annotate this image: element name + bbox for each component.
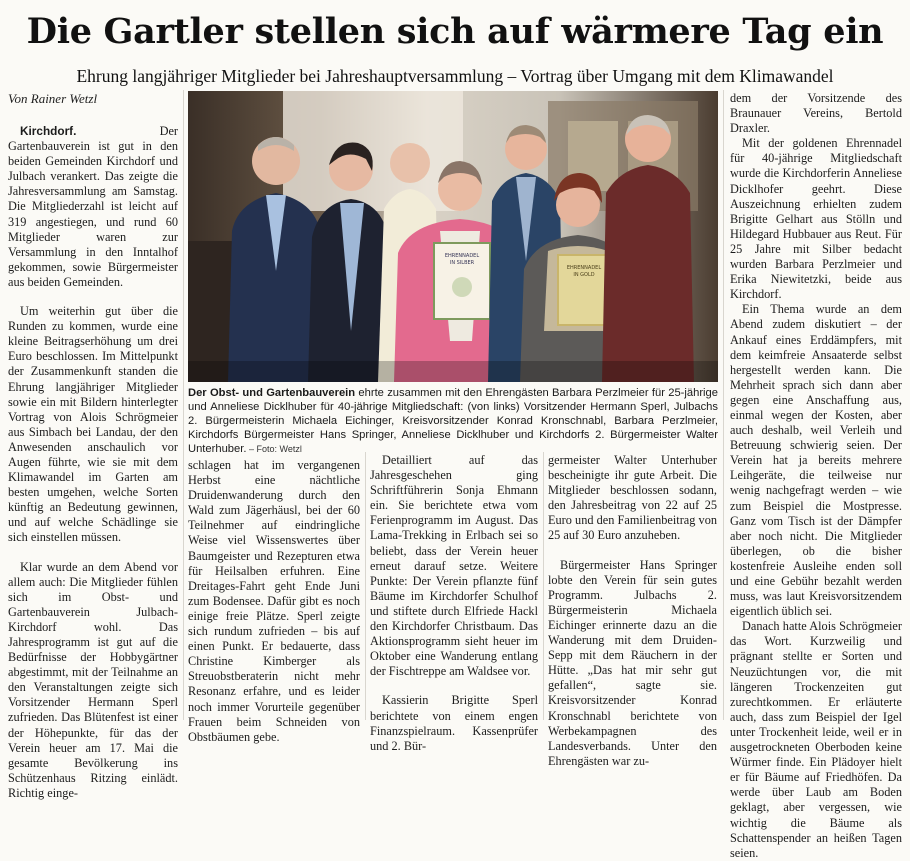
caption-lead: Der Obst- und Gartenbauverein <box>188 387 356 399</box>
paragraph: dem der Vorsitzende des Braunauer Vereins, Bertold Draxler. <box>730 91 902 136</box>
paragraph: germeister Walter Unterhuber bescheinigte ihr gute Arbeit. Die Mitglieder beschlossen sodann, den Jahresbeitrag von 22 auf 25 Euro und den Familienbeitrag von 25 auf 30 Euro anzuheben. <box>548 453 717 543</box>
article-column-4 <box>548 453 717 768</box>
article-column-2 <box>188 458 360 744</box>
byline: Von Rainer Wetzl <box>8 91 98 106</box>
caption-text: ehrte zusammen mit den Ehrengästen Barbara Perzlmeier für 25-jährige und Anneliese Dicklhuber für 40-jährige Mitgliedschaft: (von links) Vorsitzender Hermann Sperl, Julbachs 2. Bürgermeisterin Michaela Eichinger, Kreisvorsitzender Konrad Kronschnabl, Barbara Perzlmeier, Kirchdorfs Bürgermeister Hans Springer, Anneliese Dicklhuber und Kirchdorfs 2. Bürgermeister Walter Unterhuber. <box>188 387 718 455</box>
svg-text:IN SILBER: IN SILBER <box>449 260 475 266</box>
subheadline: Ehrung langjähriger Mitglieder bei Jahreshauptversammlung – Vortrag über Umgang mit dem Klimawandel <box>76 66 834 86</box>
paragraph: Kassierin Brigitte Sperl berichtete von einem engen Finanzspielraum. Kassenprüfer und 2. Bür- <box>370 693 538 753</box>
group-photo <box>188 91 718 382</box>
column-divider <box>183 90 184 720</box>
svg-text:IN GOLD: IN GOLD <box>573 272 595 278</box>
paragraph: Bürgermeister Hans Springer lobte den Verein für sein gutes Programm. Julbachs 2. Bürgermeisterin Michaela Eichinger erinnerte dazu an die Wanderung mit dem Druiden-Sepp mit dem Räuchern in der Hütte. „Das hat mir sehr gut gefallen“, sagte sie. Kreisvorsitzender Konrad Kronschnabl berichtete von Werbekampagnen des Landesverbands. Unter den Ehrengästen war zu- <box>548 557 717 768</box>
paragraph: Detailliert auf das Jahresgeschehen ging Schriftführerin Sonja Ehmann ein. Sie berichtete etwa vom Ferienprogramm im August. Das Lama-Trekking in Erlbach sei so beliebt, dass der Verein heuer erneut darauf setze. Weitere Punkte: Der Verein pflanzte fünf Bäume im Kirchdorfer Schulhof und stiftete durch Elfriede Hackl den Kirchdorfer Christbaum. Das Aktionsprogramm sieht heuer im Oktober eine Wanderung entlang der Fischtreppe am Waldsee vor. <box>370 453 538 679</box>
certificate-right-label: EHRENNADEL <box>566 265 602 271</box>
paragraph: Der Gartenbauverein ist gut in den beiden Gemeinden Kirchdorf und Julbach verankert. Das zeigte die Jahresversammlung am Samstag. Die Mitgliederzahl ist leicht auf 319 angestiegen, und rund 60 Mitglieder waren zur Versammlung in den Inntalhof gekommen, sowie Bürgermeister aus beiden Gemeinden. <box>8 124 178 289</box>
paragraph: Um weiterhin gut über die Runden zu kommen, wurde eine kleine Beitragserhöhung um drei Euro beschlossen. Im Mittelpunkt der Zusammenkunft standen die Ehrung langjähriger Mitglieder sowie ein mit Bildern hinterlegter Vortrag von Alois Schrögmeier aus Simbach bei Landau, der den Anwesenden anschaulich vor Augen führte, wie sie mit dem Klimawandel im Garten am besten umgehen, welche Sorten künftig an Bedeutung gewinnen, und auf welche Schädlinge sie sich einstellen müssen. <box>8 304 178 545</box>
paragraph: Klar wurde an dem Abend vor allem auch: Die Mitglieder fühlen sich im Obst- und Gartenbauverein Julbach-Kirchdorf wohl. Das Jahresprogramm ist gut auf die Bedürfnisse der Hobbygärtner abgestimmt, mit der Teilnahme an den Veranstaltungen zeigte sich Vorsitzender Hermann Sperl zufrieden. Das Blütenfest ist einer der Höhepunkte, für das der Verein heuer am 17. Mai die gesamte Bevölkerung ins Schützenhaus Ritzing einlädt. Richtig einge- <box>8 559 178 800</box>
dateline: Kirchdorf. <box>20 124 77 138</box>
paragraph: Ein Thema wurde an dem Abend zudem diskutiert – der Ankauf eines Erddämpfers, mit dem keimfreie Ansaaterde selbst hergestellt werden kann. Die Mehrheit sprach sich dann aber gegen eine Anschaffung aus, einmal wegen der Kosten, aber auch deshalb, weil Verleih und Betreuung schwierig seien. Der Verein hat ja bereits mehrere Leihgeräte, die teilweise nur wenig nachgefragt werden – wie zum Beispiel die Mostpresse. Ganz vom Tisch ist der Dämpfer aber noch nicht. Die Mitglieder überlegen, ob die bisher kostenfreie Ausleihe enden soll und eine Gebühr bezahlt werden muss, was laut Kreisvorsitzendem eigentlich üblich sei. <box>730 302 902 619</box>
photo-caption <box>188 386 718 456</box>
column-divider <box>543 452 544 720</box>
photo-credit: – Foto: Wetzl <box>246 444 302 454</box>
paragraph: schlagen hat im vergangenen Herbst eine nächtliche Druidenwanderung durch den Wald zum Jägerhäusl, bei der 60 Teilnehmer auf eindringliche Weise viel Wissenswertes über Baumgeister und Rezepturen etwa für Heilsalben erfuhren. Eine Dreitages-Fahrt geht Ende Juni zum Bodensee. Dafür gibt es noch einige freie Plätze. Sperl zeigte sich rundum zufrieden – bis auf einen Punkt. Er bedauerte, dass Christine Kimberger als Streuobstberaterin nicht mehr Resonanz erfahre, und es leider noch immer Vorurteile gegenüber Frauen beim Schneiden von Obstbäumen gebe. <box>188 458 360 744</box>
paragraph: Danach hatte Alois Schrögmeier das Wort. Kurzweilig und prägnant stellte er Sorten und Neuzüchtungen vor, die mit längeren Trockenzeiten gut zurechtkommen. Er erläuterte auch, dass zum Beispiel der Igel unter Trockenheit leide, weil er in ausgetrockneten Oberboden keine Würmer finde. Ein Plädoyer hielt er für Bäume auf Friedhöfen. Da werde über Laub am Boden geklagt, aber vergessen, wie wichtig die Bäume als Schattenspender an heißen Tagen seien. <box>730 619 902 860</box>
article-column-5 <box>730 91 902 860</box>
column-divider <box>723 90 724 720</box>
headline: Die Gartler stellen sich auf wärmere Tag ein <box>26 11 884 52</box>
article-column-1 <box>8 124 178 800</box>
article-column-3 <box>370 453 538 753</box>
group-photo-illustration <box>188 91 718 382</box>
column-divider <box>365 452 366 720</box>
paragraph: Mit der goldenen Ehrennadel für 40-jährige Mitgliedschaft wurde die Kirchdorferin Anneliese Dicklhofer geehrt. Diese Auszeichnung erhielten zudem Brigitte Gelhart aus Stölln und Hildegard Hubbauer aus Reut. Für 25 Jahre mit Silber bedacht wurden Barbara Perzlmeier und Erika Niewitetzki, beide aus Kirchdorf. <box>730 136 902 302</box>
certificate-left-label: EHRENNADEL <box>444 253 480 259</box>
